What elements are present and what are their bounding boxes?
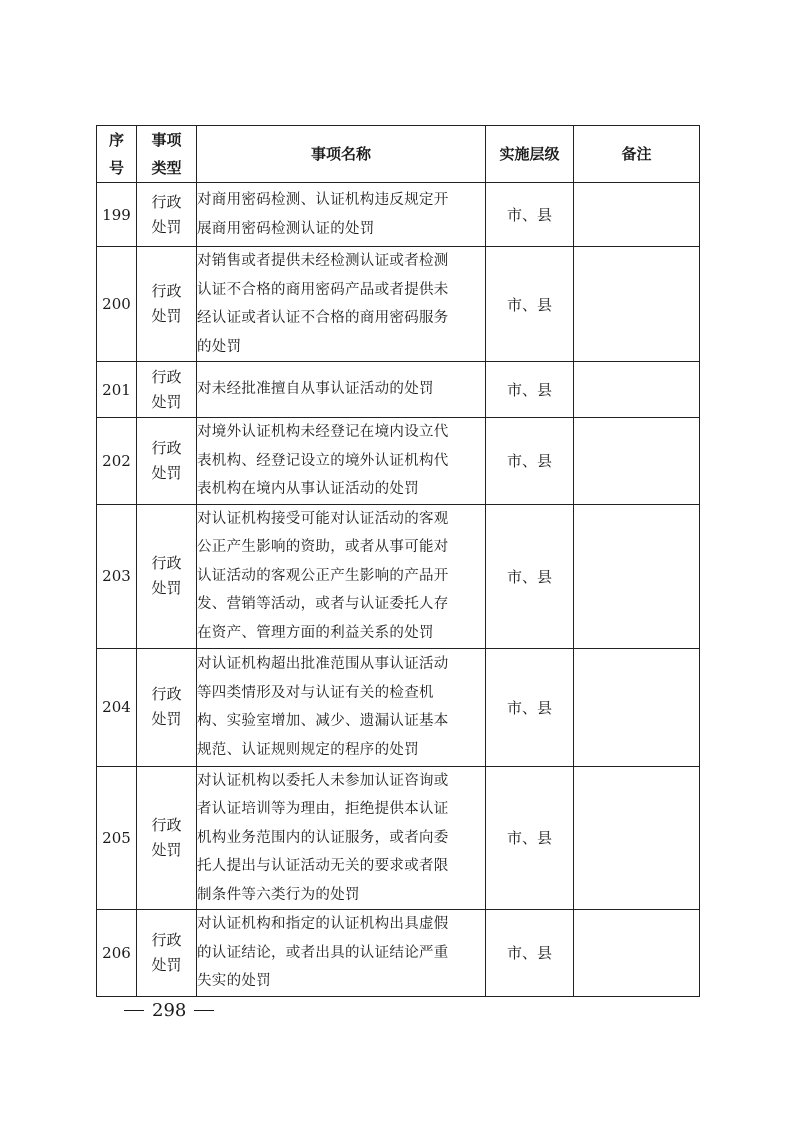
row-type-line: 行政: [151, 367, 182, 386]
row-item-name-line: 对认证机构和指定的认证机构出具虚假: [197, 916, 449, 932]
row-number: 201: [97, 362, 137, 418]
row-type-line: 行政: [151, 930, 182, 949]
row-note: [574, 910, 700, 997]
row-item-name-line: 对认证机构接受可能对认证活动的客观: [197, 510, 449, 527]
row-item-name-line: 认证活动的客观公正产生影响的产品开: [197, 567, 449, 584]
row-item-name-line: 认证不合格的商用密码产品或者提供未: [197, 281, 449, 298]
row-item-name: [197, 910, 486, 997]
row-note: [574, 247, 700, 362]
row-type: [137, 362, 197, 418]
row-type: [137, 247, 197, 362]
row-level: 市、县: [486, 183, 574, 247]
row-item-name-line: 展商用密码检测认证的处罚: [197, 220, 375, 237]
row-item-name-line: 发、营销等活动，或者与认证委托人存: [197, 596, 449, 613]
row-type-line: 处罚: [151, 840, 182, 859]
row-type-line: 处罚: [151, 710, 182, 728]
row-level: 市、县: [486, 766, 574, 910]
items-table: [96, 125, 700, 997]
row-type-line: 行政: [151, 554, 182, 572]
row-type: [137, 648, 197, 766]
row-item-name-line: 经认证或者认证不合格的商用密码服务: [197, 310, 449, 326]
row-type-line: 处罚: [151, 217, 182, 236]
row-item-name-line: 对销售或者提供未经检测认证或者检测: [197, 253, 449, 269]
row-item-name-line: 对认证机构超出批准范围从事认证活动: [197, 656, 449, 672]
row-type-line: 行政: [151, 438, 182, 457]
row-type-line: 行政: [151, 192, 182, 211]
row-item-name: [197, 418, 486, 505]
row-item-name: [197, 504, 486, 648]
row-level: 市、县: [486, 418, 574, 505]
row-item-name-line: 失实的处罚: [197, 973, 271, 989]
row-number: 200: [97, 247, 137, 362]
row-type: [137, 418, 197, 505]
row-number: 206: [97, 910, 137, 997]
row-item-name: [197, 183, 486, 247]
row-number: 199: [97, 183, 137, 247]
table-row: [97, 910, 700, 997]
row-type-line: 处罚: [151, 307, 182, 325]
table-body: [97, 183, 700, 997]
row-item-name-line: 对商用密码检测、认证机构违反规定开: [197, 192, 449, 208]
row-note: [574, 418, 700, 505]
row-item-name-line: 公正产生影响的资助，或者从事可能对: [197, 539, 449, 556]
row-type-line: 处罚: [151, 579, 182, 597]
row-item-name-line: 规范、认证规则规定的程序的处罚: [197, 741, 419, 758]
row-type-line: 处罚: [151, 463, 182, 482]
table-row: [97, 504, 700, 648]
row-note: [574, 504, 700, 648]
table-row: [97, 418, 700, 505]
row-item-name-line: 对境外认证机构未经登记在境内设立代: [197, 424, 449, 440]
row-note: [574, 183, 700, 247]
header-no: 序 号: [97, 126, 137, 183]
row-number: 205: [97, 766, 137, 910]
row-level: 市、县: [486, 910, 574, 997]
row-item-name-line: 的处罚: [197, 338, 242, 355]
row-type: [137, 183, 197, 247]
row-type: [137, 766, 197, 910]
row-item-name-line: 等四类情形及对与认证有关的检查机: [197, 684, 434, 701]
row-item-name-line: 机构业务范围内的认证服务，或者向委: [197, 829, 449, 846]
table-row: [97, 766, 700, 910]
row-item-name-line: 制条件等六类行为的处罚: [197, 886, 360, 903]
row-number: 202: [97, 418, 137, 505]
row-note: [574, 766, 700, 910]
row-level: 市、县: [486, 247, 574, 362]
row-level: 市、县: [486, 362, 574, 418]
row-note: [574, 648, 700, 766]
row-item-name-line: 的认证结论，或者出具的认证结论严重: [197, 944, 449, 961]
row-item-name-line: 表机构在境内从事认证活动的处罚: [197, 481, 419, 497]
header-note: 备注: [574, 126, 700, 183]
row-item-name: [197, 247, 486, 362]
row-item-name-line: 构、实验室增加、减少、遗漏认证基本: [197, 713, 449, 729]
row-item-name-line: 表机构、经登记设立的境外认证机构代: [197, 452, 449, 469]
row-item-name: [197, 362, 486, 418]
table-row: [97, 362, 700, 418]
row-item-name-line: 对未经批准擅自从事认证活动的处罚: [197, 381, 434, 398]
table-row: [97, 247, 700, 362]
row-level: 市、县: [486, 504, 574, 648]
table-row: [97, 648, 700, 766]
row-item-name: [197, 648, 486, 766]
row-number: 203: [97, 504, 137, 648]
row-type-line: 行政: [151, 685, 182, 703]
row-item-name-line: 对认证机构以委托人未参加认证咨询或: [197, 772, 449, 789]
header-level: 实施层级: [486, 126, 574, 183]
row-type: [137, 910, 197, 997]
page-number: 298: [152, 1000, 187, 1021]
row-item-name-line: 者认证培训等为理由，拒绝提供本认证: [197, 801, 449, 817]
footer-dash-right: [194, 1010, 214, 1011]
row-number: 204: [97, 648, 137, 766]
footer-dash-left: [124, 1010, 144, 1011]
row-type-line: 处罚: [151, 955, 182, 974]
header-type: 事项 类型: [137, 126, 197, 183]
row-item-name: [197, 766, 486, 910]
row-note: [574, 362, 700, 418]
table-row: [97, 183, 700, 247]
row-level: 市、县: [486, 648, 574, 766]
page-footer: [124, 1000, 214, 1021]
row-type-line: 行政: [151, 815, 182, 834]
row-type-line: 处罚: [151, 392, 182, 411]
table-header-row: [97, 126, 700, 183]
row-item-name-line: 在资产、管理方面的利益关系的处罚: [197, 624, 434, 641]
row-type-line: 行政: [151, 282, 182, 300]
row-type: [137, 504, 197, 648]
row-item-name-line: 托人提出与认证活动无关的要求或者限: [197, 858, 449, 874]
header-name: 事项名称: [197, 126, 486, 183]
